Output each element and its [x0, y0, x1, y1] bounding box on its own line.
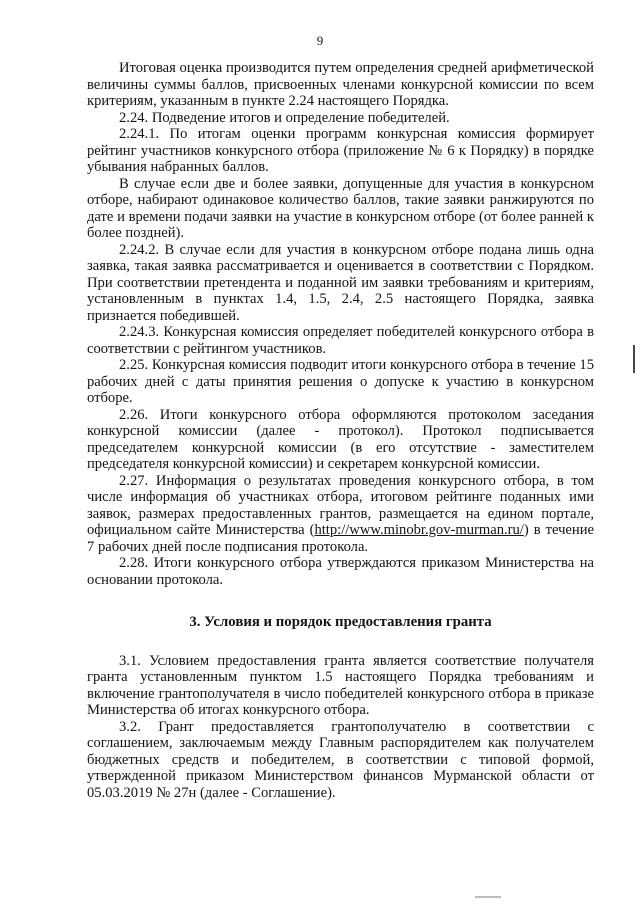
- paragraph-2-26: 2.26. Итоги конкурсного отбора оформляются протоколом заседания конкурсной комиссии (далее - протокол). Протокол подписывается председателем конкурсной комиссии (в его отсутствие - заместителем председателя конкурсной комиссии) и секретарем конкурсной комиссии.: [87, 406, 594, 472]
- paragraph-final-score: Итоговая оценка производится путем определения средней арифметической величины суммы баллов, присвоенных членами конкурсной комиссии по всем критериям, указанным в пункте 2.24 настоящего Порядка.: [87, 60, 594, 109]
- ministry-website-link[interactable]: http://www.minobr.gov-murman.ru/: [314, 522, 524, 538]
- paragraph-3-1: 3.1. Условием предоставления гранта является соответствие получателя гранта установленным пунктом 1.5 настоящего Порядка требованиям и включение грантополучателя в число победителей конкурсного отбора в приказе Министерства об итогах конкурсного отбора.: [87, 652, 594, 718]
- paragraph-2-28: 2.28. Итоги конкурсного отбора утверждаются приказом Министерства на основании протокола.: [87, 555, 594, 588]
- paragraph-equal-scores: В случае если две и более заявки, допущенные для участия в конкурсном отборе, набирают одинаковое количество баллов, такие заявки ранжируются по дате и времени подачи заявки на участие в конкурсном отборе (от более ранней к более поздней).: [87, 175, 594, 241]
- paragraph-2-24-2: 2.24.2. В случае если для участия в конкурсном отборе подана лишь одна заявка, такая заявка рассматривается и оценивается в соответствии с Порядком. При соответствии претендента и поданной им заявки требованиям и критериям, установленным в пунктах 1.4, 1.5, 2.4, 2.5 настоящего Порядка, заявка признается победившей.: [87, 241, 594, 324]
- paragraph-3-2: 3.2. Грант предоставляется грантополучателю в соответствии с соглашением, заключаемым между Главным распорядителем как получателем бюджетных средств и победителем, в соответствии с типовой формой, утвержденной приказом Министерством финансов Мурманской области от 05.03.2019 № 27н (далее - Соглашение).: [87, 718, 594, 801]
- paragraph-2-25: 2.25. Конкурсная комиссия подводит итоги конкурсного отбора в течение 15 рабочих дней с даты принятия решения о допуске к участию в конкурсном отборе.: [87, 357, 594, 406]
- paragraph-2-24-1: 2.24.1. По итогам оценки программ конкурсная комиссия формирует рейтинг участников конкурсного отбора (приложение № 6 к Порядку) в порядке убывания набранных баллов.: [87, 126, 594, 175]
- scan-bottom-mark: [475, 896, 501, 898]
- paragraph-2-27-text-end: ) в течение 7 рабочих дней после подписания протокола.: [87, 522, 594, 555]
- scan-margin-mark: [633, 345, 635, 373]
- page-number: 9: [316, 33, 324, 48]
- paragraph-2-27-text-start: 2.27. Информация о результатах проведения конкурсного отбора, в том числе информация об участниках отбора, итоговом рейтинге поданных ими заявок, размерах предоставленных грантов, размещается на едином портале, официальном сайте Министерства (: [87, 472, 594, 538]
- paragraph-2-24-3: 2.24.3. Конкурсная комиссия определяет победителей конкурсного отбора в соответствии с рейтингом участников.: [87, 324, 594, 357]
- paragraph-2-24: 2.24. Подведение итогов и определение победителей.: [119, 109, 450, 126]
- section-heading: 3. Условия и порядок предоставления гранта: [189, 614, 492, 630]
- document-body: [87, 60, 594, 801]
- paragraph-2-27: [87, 473, 594, 556]
